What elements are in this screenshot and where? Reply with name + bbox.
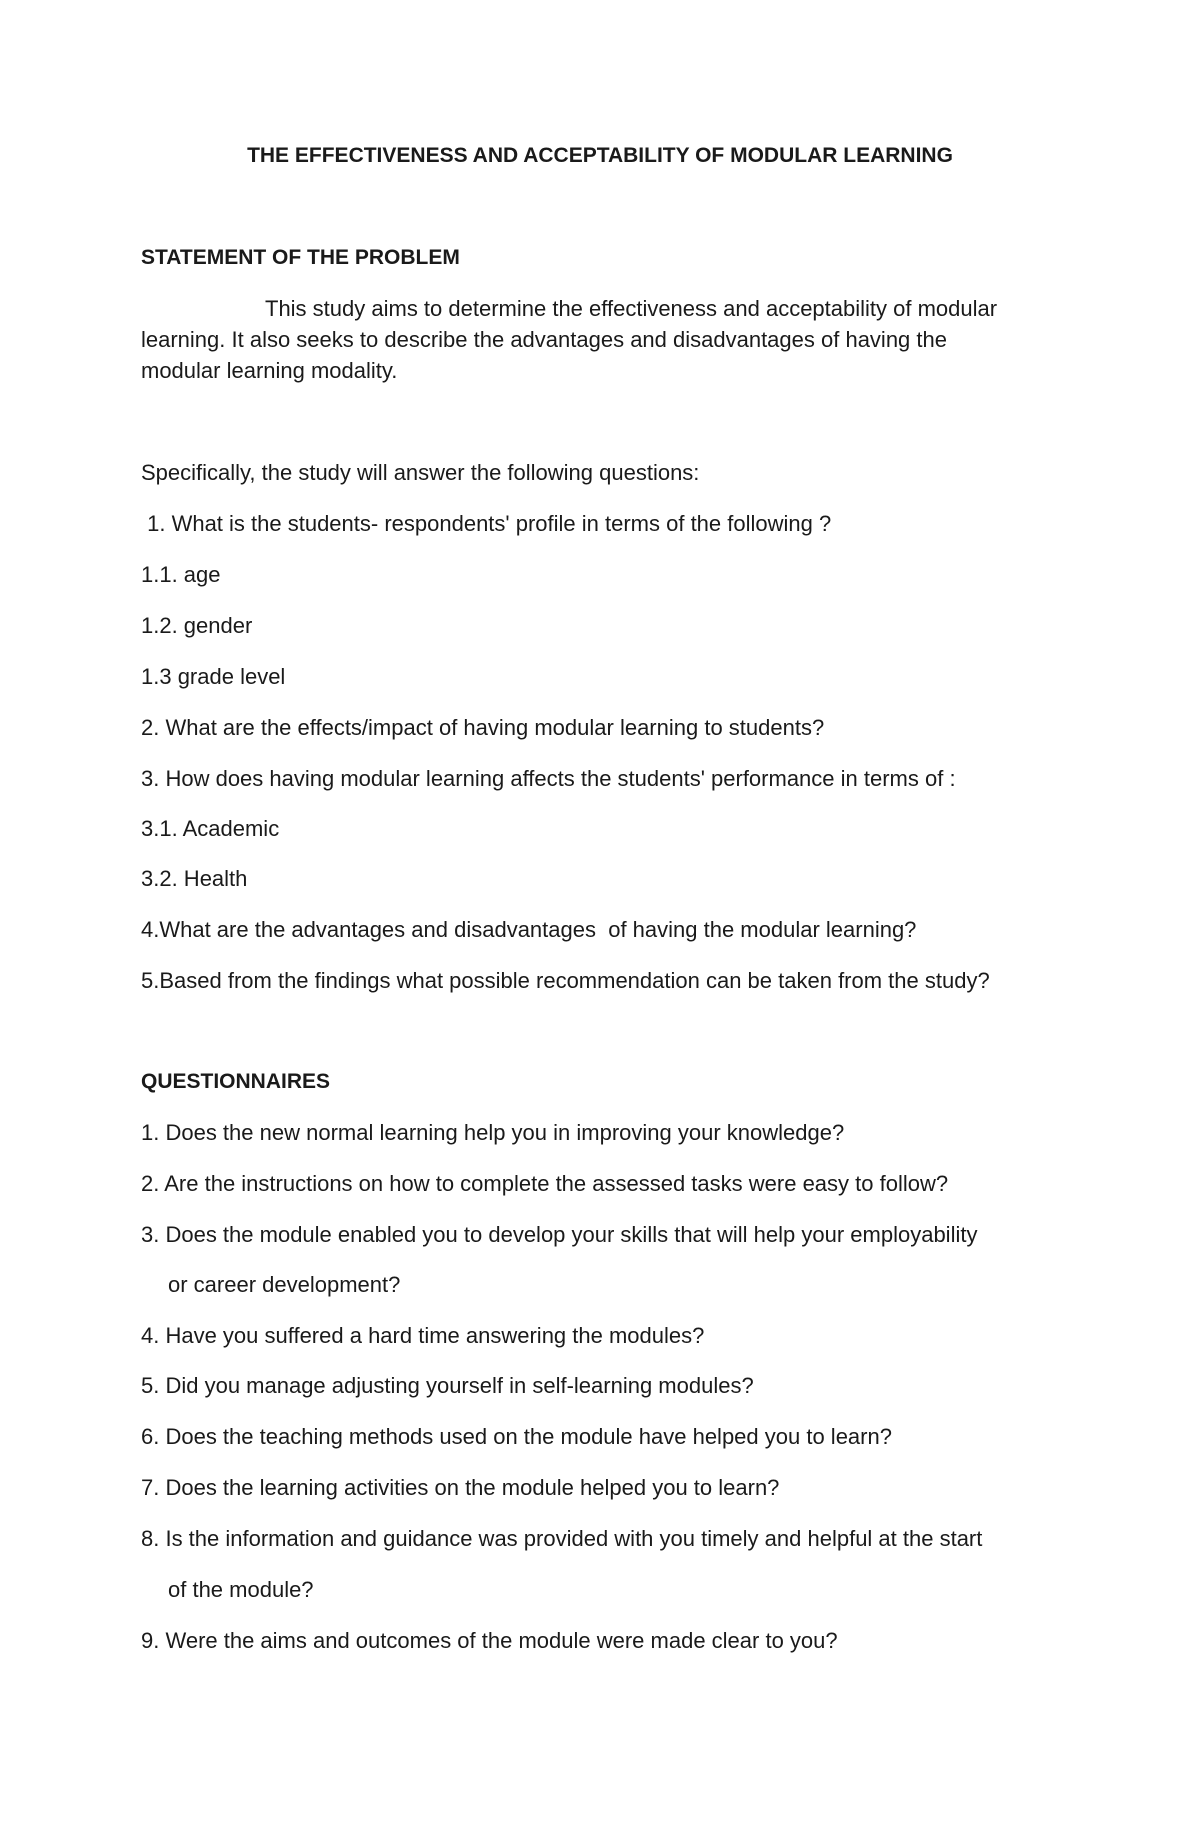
specifically-line: Specifically, the study will answer the following questions:: [141, 460, 700, 485]
intro-line: modular learning modality.: [141, 358, 398, 383]
questionnaire-line: 6. Does the teaching methods used on the module have helped you to learn?: [141, 1424, 892, 1449]
problem-item: 1.3 grade level: [141, 664, 286, 689]
questionnaire-heading: QUESTIONNAIRES: [141, 1070, 331, 1093]
document-title: THE EFFECTIVENESS AND ACCEPTABILITY OF MODULAR LEARNING: [247, 144, 953, 167]
questionnaire-line: or career development?: [168, 1272, 401, 1297]
problem-item: 1.2. gender: [141, 613, 253, 638]
problem-item: 1. What is the students- respondents' profile in terms of the following ?: [141, 511, 832, 536]
questionnaire-line: 8. Is the information and guidance was provided with you timely and helpful at the start: [141, 1526, 983, 1551]
questionnaire-line: 7. Does the learning activities on the module helped you to learn?: [141, 1475, 780, 1500]
problem-item: 2. What are the effects/impact of having modular learning to students?: [141, 715, 825, 740]
problem-item: 5.Based from the findings what possible recommendation can be taken from the study?: [141, 968, 990, 993]
questionnaire-line: 4. Have you suffered a hard time answering the modules?: [141, 1323, 705, 1348]
questionnaire-line: 1. Does the new normal learning help you in improving your knowledge?: [141, 1120, 845, 1145]
problem-item: 3.2. Health: [141, 866, 248, 891]
questionnaire-line: 3. Does the module enabled you to develop your skills that will help your employability: [141, 1222, 978, 1247]
problem-item: 1.1. age: [141, 562, 221, 587]
questionnaire-line: of the module?: [168, 1577, 314, 1602]
problem-item: 4.What are the advantages and disadvantages of having the modular learning?: [141, 917, 917, 942]
intro-line: learning. It also seeks to describe the advantages and disadvantages of having the: [141, 327, 947, 352]
problem-heading: STATEMENT OF THE PROBLEM: [141, 246, 460, 269]
problem-item: 3. How does having modular learning affects the students' performance in terms of :: [141, 766, 956, 791]
problem-item: 3.1. Academic: [141, 816, 280, 841]
questionnaire-line: 5. Did you manage adjusting yourself in self-learning modules?: [141, 1373, 754, 1398]
intro-line: This study aims to determine the effectiveness and acceptability of modular: [265, 296, 998, 321]
questionnaire-line: 9. Were the aims and outcomes of the module were made clear to you?: [141, 1628, 838, 1653]
questionnaire-line: 2. Are the instructions on how to complete the assessed tasks were easy to follow?: [141, 1171, 949, 1196]
